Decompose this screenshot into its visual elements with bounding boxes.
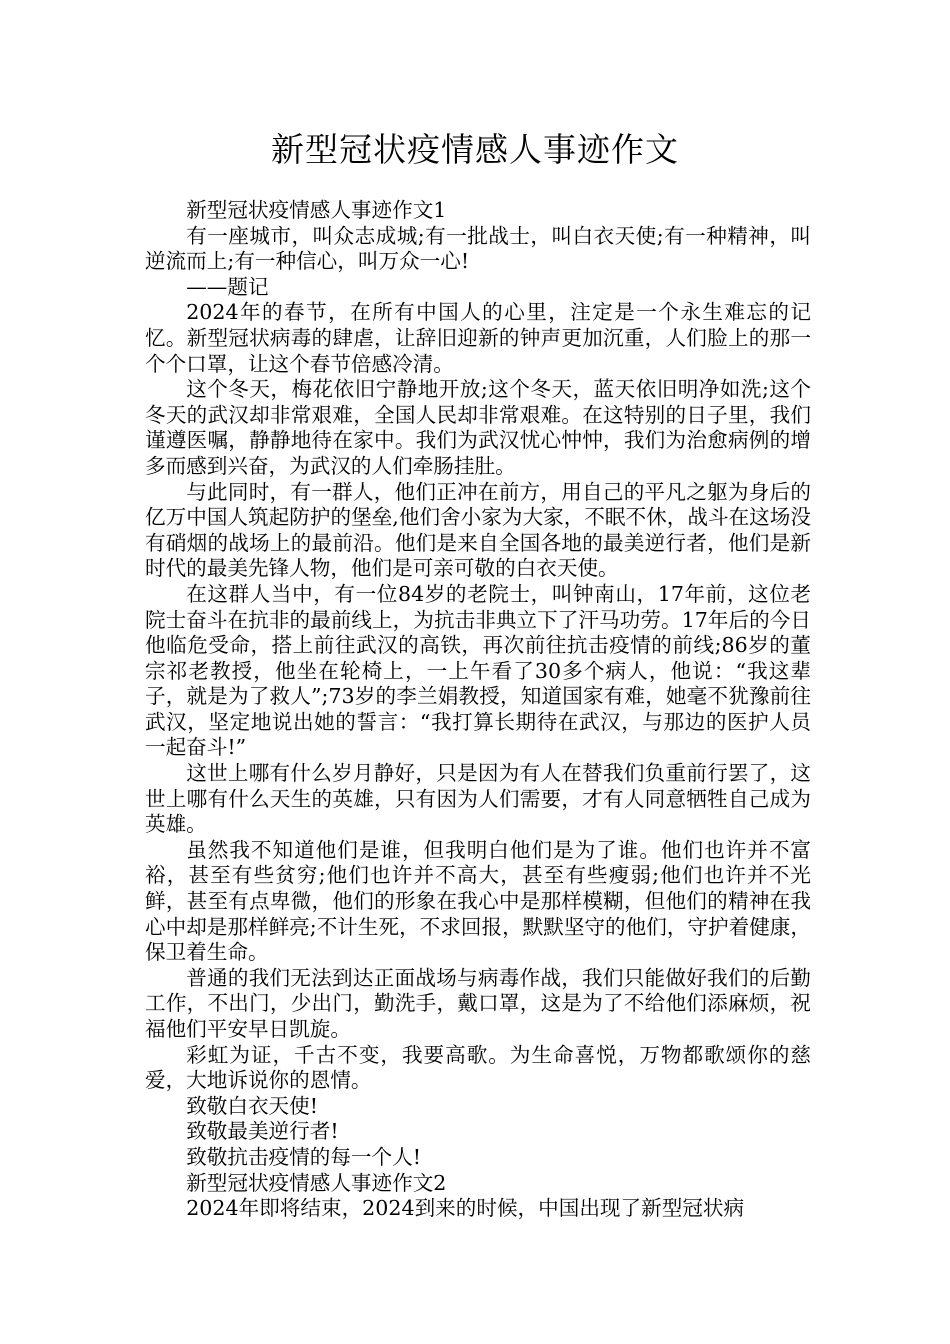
salute-line: 致敬最美逆行者! <box>186 1119 339 1144</box>
document-body <box>145 198 811 1222</box>
section-heading-2: 新型冠状疫情感人事迹作文2 <box>186 1170 447 1195</box>
paragraph: 这世上哪有什么岁月静好，只是因为有人在替我们负重前行罢了，这世上哪有什么天生的英雄，只有因为人们需要，才有人同意牺牲自己成为英雄。 <box>145 761 811 837</box>
section-heading-1: 新型冠状疫情感人事迹作文1 <box>186 198 447 222</box>
paragraph: 与此同时，有一群人，他们正冲在前方，用自己的平凡之躯为身后的亿万中国人筑起防护的堡垒,他们舍小家为大家，不眠不休，战斗在这场没有硝烟的战场上的最前沿。他们是来自全国各地的最美逆行者，他们是新时代的最美先锋人物，他们是可亲可敬的白衣天使。 <box>145 479 811 581</box>
paragraph: 普通的我们无法到达正面战场与病毒作战，我们只能做好我们的后勤工作，不出门，少出门，勤洗手，戴口罩，这是为了不给他们添麻烦，祝福他们平安早日凯旋。 <box>145 965 811 1041</box>
paragraph: 2024年的春节，在所有中国人的心里，注定是一个永生难忘的记忆。新型冠状病毒的肆虐，让辞旧迎新的钟声更加沉重，人们脸上的那一个个口罩，让这个春节倍感冷清。 <box>145 300 811 376</box>
paragraph: 有一座城市，叫众志成城;有一批战士，叫白衣天使;有一种精神，叫逆流而上;有一种信心，叫万众一心! <box>145 223 811 274</box>
paragraph: 虽然我不知道他们是谁，但我明白他们是为了谁。他们也许并不富裕，甚至有些贫穷;他们也许并不高大，甚至有些瘦弱;他们也许并不光鲜，甚至有点卑微，他们的形象在我心中是那样模糊，但他们的精神在我心中却是那样鲜亮;不计生死，不求回报，默默坚守的他们，守护着健康，保卫着生命。 <box>145 837 811 965</box>
paragraph: 彩虹为证，千古不变，我要高歌。为生命喜悦，万物都歌颂你的慈爱，大地诉说你的恩情。 <box>145 1042 811 1093</box>
salute-line: 致敬抗击疫情的每一个人! <box>186 1144 421 1169</box>
epigraph-attribution: ——题记 <box>186 274 269 299</box>
paragraph: 这个冬天，梅花依旧宁静地开放;这个冬天，蓝天依旧明净如洗;这个冬天的武汉却非常艰难，全国人民却非常艰难。在这特别的日子里，我们谨遵医嘱，静静地待在家中。我们为武汉忧心忡忡，我们为治愈病例的增多而感到兴奋，为武汉的人们牵肠挂肚。 <box>145 377 811 478</box>
paragraph: 在这群人当中，有一位84岁的老院士，叫钟南山，17年前，这位老院士奋斗在抗非的最前线上，为抗击非典立下了汗马功劳。17年后的今日他临危受命，搭上前往武汉的高铁，再次前往抗击疫情的前线;86岁的董宗祁老教授，他坐在轮椅上，一上午看了30多个病人，他说：“我这辈子，就是为了救人”;73岁的李兰娟教授，知道国家有难，她毫不犹豫前往武汉，坚定地说出她的誓言：“我打算长期待在武汉，与那边的医护人员一起奋斗!” <box>145 581 811 760</box>
paragraph: 2024年即将结束，2024到来的时候，中国出现了新型冠状病 <box>186 1196 745 1221</box>
salute-line: 致敬白衣天使! <box>186 1093 319 1118</box>
document-title: 新型冠状疫情感人事迹作文 <box>271 130 679 169</box>
